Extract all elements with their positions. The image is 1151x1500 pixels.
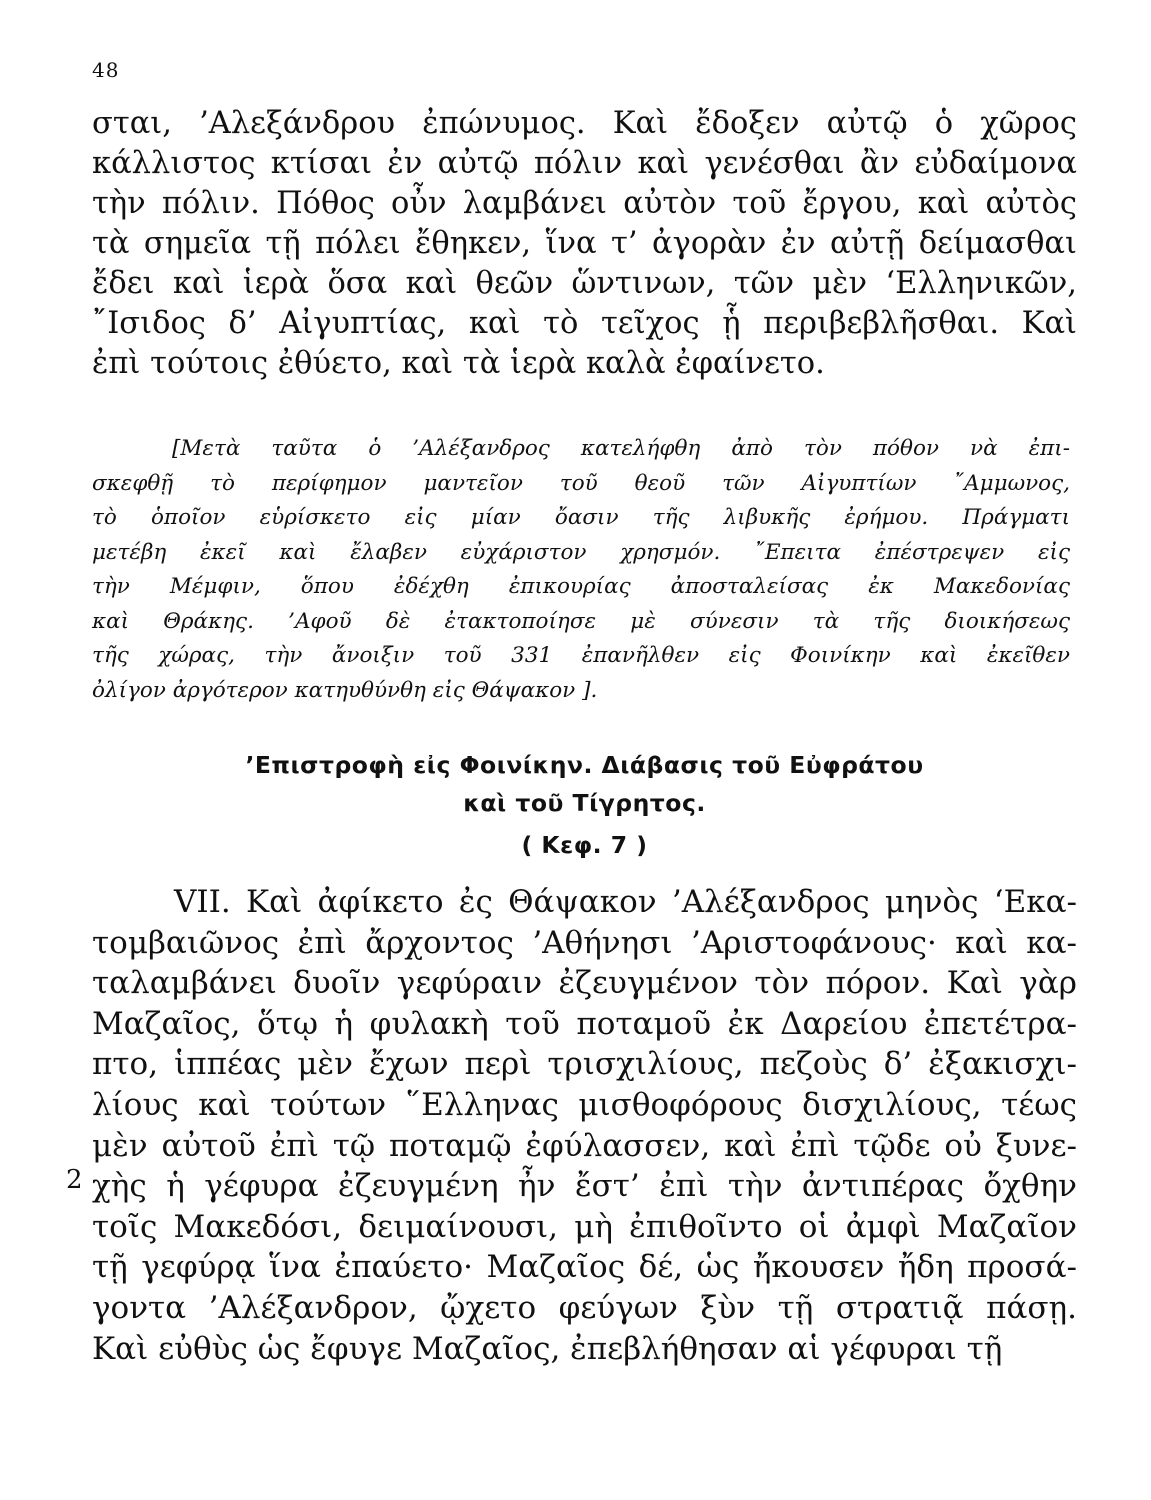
text-line: καὶ Θράκης. ’Αφοῦ δὲ ἐτακτοποίησε μὲ σύνεσιν τὰ τῆς διοικήσεως <box>92 608 1070 634</box>
text-line: μετέβη ἐκεῖ καὶ ἔλαβεν εὐχάριστον χρησμόν. ῎Επειτα ἐπέστρεψεν εἰς <box>92 539 1070 565</box>
paragraph-main-text-2 <box>92 882 1077 1369</box>
text-line: σκεφθῇ τὸ περίφημον μαντεῖον τοῦ θεοῦ τῶν Αἰγυπτίων ῎Αμμωνος, <box>92 470 1070 496</box>
text-line: ταλαμβάνει δυοῖν γεφύραιν ἐζευγμένον τὸν πόρον. Καὶ γὰρ <box>92 965 1077 1002</box>
text-line: κάλλιστος κτίσαι ἐν αὐτῷ πόλιν καὶ γενέσθαι ἂν εὐδαίμονα <box>92 146 1077 181</box>
text-line: Καὶ εὐθὺς ὡς ἔφυγε Μαζαῖος, ἐπεβλήθησαν αἱ γέφυραι τῇ <box>92 1330 1003 1367</box>
text-line: πτο, ἱππέας μὲν ἔχων περὶ τρισχιλίους, πεζοὺς δ’ ἐξακισχι- <box>92 1046 1077 1083</box>
text-line: τῆς χώρας, τὴν ἄνοιξιν τοῦ 331 ἐπανῆλθεν εἰς Φοινίκην καὶ ἐκεῖθεν <box>92 643 1070 668</box>
heading-line-2: καὶ τοῦ Τίγρητος. <box>463 789 706 817</box>
text-line: γοντα ’Αλέξανδρον, ᾤχετο φεύγων ξὺν τῇ στρατιᾷ πάσῃ. <box>92 1289 1077 1326</box>
page-number: 48 <box>92 58 120 82</box>
text-line: λίους καὶ τούτων ῞Ελληνας μισθοφόρους δισχιλίους, τέως <box>92 1086 1077 1123</box>
text-line: χὴς ἡ γέφυρα ἐζευγμένη ἦν ἔστ’ ἐπὶ τὴν ἀντιπέρας ὄχθην <box>92 1168 1077 1205</box>
heading-line-1: ’Επιστροφὴ εἰς Φοινίκην. Διάβασις τοῦ Εὐφράτου <box>245 751 924 779</box>
text-line: τὸ ὁποῖον εὑρίσκετο εἰς μίαν ὄασιν τῆς λιβυκῆς ἐρήμου. Πράγματι <box>92 505 1070 530</box>
text-line: τῇ γεφύρᾳ ἵνα ἐπαύετο· Μαζαῖος δέ, ὡς ἤκουσεν ἤδη προσά- <box>92 1249 1077 1286</box>
text-line: VII. Καὶ ἀφίκετο ἐς Θάψακον ’Αλέξανδρος μηνὸς ‘Εκα- <box>174 884 1077 920</box>
text-line: τοῖς Μακεδόσι, δειμαίνουσι, μὴ ἐπιθοῖντο οἱ ἀμφὶ Μαζαῖον <box>92 1208 1077 1245</box>
text-line: τὰ σημεῖα τῇ πόλει ἔθηκεν, ἵνα τ’ ἀγορὰν ἐν αὐτῇ δείμασθαι <box>92 226 1077 261</box>
paragraph-commentary <box>92 432 1070 708</box>
text-line: ῎Ισιδος δ’ Αἰγυπτίας, καὶ τὸ τεῖχος ᾗ περιβεβλῆσθαι. Καὶ <box>92 306 1077 341</box>
text-line: τομβαιῶνος ἐπὶ ἄρχοντος ’Αθήνησι ’Αριστοφάνους· καὶ κα- <box>92 924 1077 961</box>
paragraph-main-text-1 <box>92 104 1077 384</box>
text-line: ὀλίγον ἀργότερον κατηυθύνθη εἰς Θάψακον ]. <box>92 677 598 703</box>
section-heading <box>92 746 1077 864</box>
text-line: [Μετὰ ταῦτα ὁ ’Αλέξανδρος κατελήφθη ἀπὸ τὸν πόθον νὰ ἐπι- <box>172 436 1070 461</box>
margin-section-number: 2 <box>66 1165 83 1195</box>
chapter-reference: ( Κεφ. 7 ) <box>521 831 648 859</box>
text-line: τὴν πόλιν. Πόθος οὖν λαμβάνει αὐτὸν τοῦ ἔργου, καὶ αὐτὸς <box>92 186 1077 221</box>
text-line: Μαζαῖος, ὅτῳ ἡ φυλακὴ τοῦ ποταμοῦ ἐκ Δαρείου ἐπετέτρα- <box>92 1005 1077 1042</box>
text-line: ἔδει καὶ ἱερὰ ὅσα καὶ θεῶν ὥντινων, τῶν μὲν ‘Ελληνικῶν, <box>92 266 1077 301</box>
text-line: μὲν αὐτοῦ ἐπὶ τῷ ποταμῷ ἐφύλασσεν, καὶ ἐπὶ τῷδε οὐ ξυνε- <box>92 1127 1077 1164</box>
text-line: τὴν Μέμφιν, ὅπου ἐδέχθη ἐπικουρίας ἀποσταλείσας ἐκ Μακεδονίας <box>92 574 1070 599</box>
text-line: ἐπὶ τούτοις ἐθύετο, καὶ τὰ ἱερὰ καλὰ ἐφαίνετο. <box>92 346 825 381</box>
text-line: σται, ’Αλεξάνδρου ἐπώνυμος. Καὶ ἔδοξεν αὐτῷ ὁ χῶρος <box>92 106 1077 141</box>
